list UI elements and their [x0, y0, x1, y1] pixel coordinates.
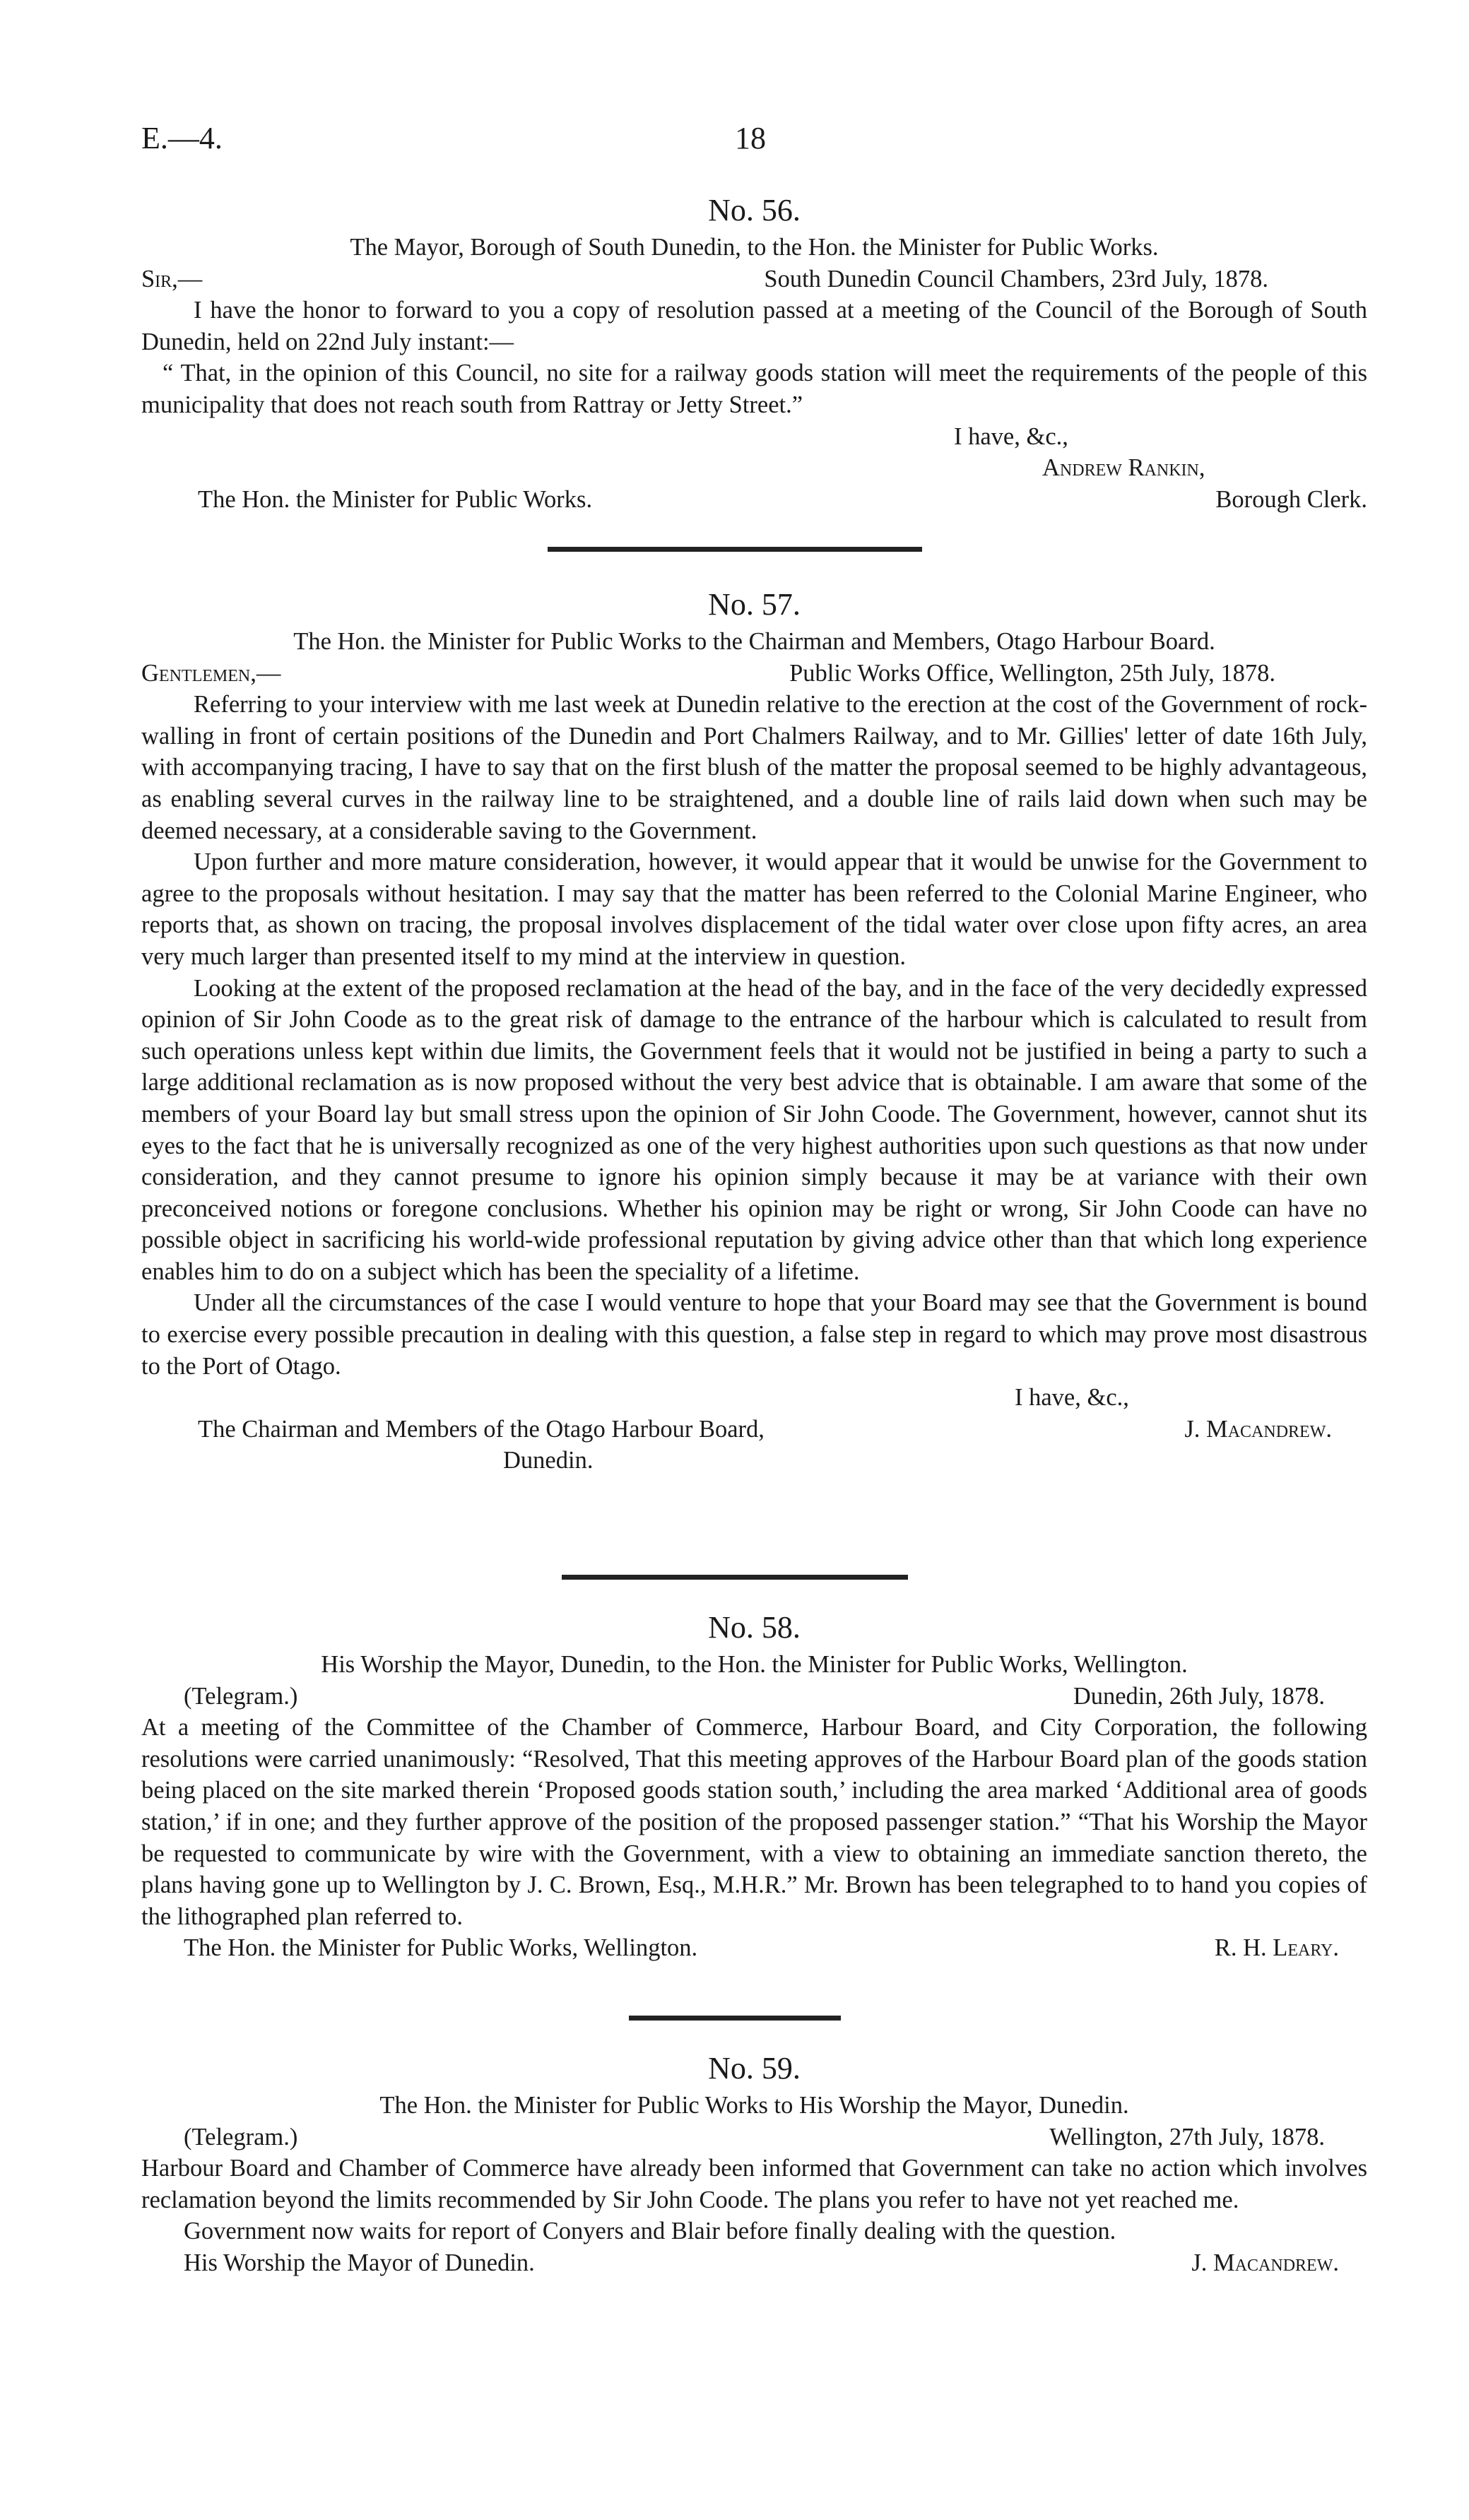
addressee-row: [141, 1414, 1367, 1445]
telegram-row: [141, 1681, 1367, 1712]
quoted-resolution: “ That, in the opinion of this Council, no site for a railway goods station will meet the requirements of the people of this municipality that does not reach south from Rattray or Jetty Street.”: [141, 360, 1367, 418]
section-divider: [0, 1575, 1469, 1580]
addressee-row: [141, 1932, 1367, 1964]
letter-heading: The Mayor, Borough of South Dunedin, to the Hon. the Minister for Public Works.: [350, 234, 1159, 261]
paragraph: I have the honor to forward to you a copy of resolution passed at a meeting of the Council of the Borough of South Dunedin, held on 22nd July instant:—: [141, 297, 1367, 355]
telegram-body: At a meeting of the Committee of the Chamber of Commerce, Harbour Board, and City Corporation, the following resolutions were carried unanimously: “Resolved, That this meeting approves of the Harbour Board plan of the goods station being placed on the site marked therein ‘Proposed goods station south,’ including the area marked ‘Additional area of goods station,’ if in one; and they further approve of the position of the proposed passenger station.” “That his Worship the Mayor be requested to communicate by wire with the Government, with a view to obtaining an immediate sanction thereto, the plans having gone up to Wellington by J. C. Brown, Esq., M.H.R.” Mr. Brown has been telegraphed to to hand you copies of the lithographed plan referred to.: [141, 1714, 1367, 1930]
page-number: 18: [735, 121, 766, 155]
dateline: Wellington, 27th July, 1878.: [1049, 2123, 1325, 2151]
signature: J. Macandrew.: [1184, 1415, 1332, 1443]
paragraph: Looking at the extent of the proposed reclamation at the head of the bay, and in the face of the very decidedly expressed opinion of Sir John Coode as to the great risk of damage to the entrance of the harbour which is calculated to result from such operations unless kept within due limits, the Government feels that it would not be justified in being a party to such a large additional reclamation as is now proposed without the very best advice that is obtainable. I am aware that some of the members of your Board lay but small stress upon the opinion of Sir John Coode. The Government, however, cannot shut its eyes to the fact that he is universally recognized as one of the very highest authorities upon such questions as that now under consideration, and they cannot presume to ignore his opinion simply because it may be at variance with their own preconceived notions or foregone conclusions. Whether his opinion may be right or wrong, Sir John Coode can have no possible object in sacrificing his world-wide professional reputation by giving advice other than that which long experience enables him to do on a subject which has been the speciality of a lifetime.: [141, 974, 1367, 1285]
letter-heading: The Hon. the Minister for Public Works to the Chairman and Members, Otago Harbour Board.: [293, 628, 1215, 655]
letter-heading: The Hon. the Minister for Public Works to His Worship the Mayor, Dunedin.: [379, 2092, 1129, 2119]
salutation-row: [141, 658, 1367, 690]
telegram-body: Harbour Board and Chamber of Commerce have already been informed that Government can take no action which involves reclamation beyond the limits recommended by Sir John Coode. The plans you refer to have not yet reached me.: [141, 2155, 1367, 2213]
letter-number: No. 59.: [708, 2051, 801, 2086]
addressee-row: [141, 2247, 1367, 2279]
dateline: Dunedin, 26th July, 1878.: [1073, 1682, 1325, 1710]
paragraph: Upon further and more mature consideration, however, it would appear that it would be unwise for the Government to agree to the proposals without hesitation. I may say that the matter has been referred to the Colonial Marine Engineer, who reports that, as shown on tracing, the proposal involves displacement of the tidal water over close upon fifty acres, an area very much larger than presented itself to my mind at the interview in question.: [141, 848, 1367, 970]
section-divider: [0, 2016, 1469, 2021]
paragraph: Referring to your interview with me last week at Dunedin relative to the erection at the cost of the Government of rock-walling in front of certain positions of the Dunedin and Port Chalmers Railway, and to Mr. Gillies' letter of date 16th July, with accompanying tracing, I have to say that on the first blush of the matter the proposal seemed to be highly advantageous, as enabling several curves in the railway line to be straightened, and a double line of rails laid down when such may be deemed necessary, at a considerable saving to the Government.: [141, 691, 1367, 844]
addressee-place: Dunedin.: [503, 1447, 594, 1474]
closing: I have, &c.,: [954, 422, 1068, 450]
addressee: The Chairman and Members of the Otago Harbour Board,: [198, 1415, 765, 1443]
telegram-label: (Telegram.): [184, 1682, 298, 1710]
letter-58: [141, 1607, 1367, 1964]
letter-57: [141, 584, 1367, 1477]
addressee: The Hon. the Minister for Public Works, Wellington.: [184, 1934, 698, 1962]
signature: R. H. Leary.: [1214, 1934, 1339, 1962]
paragraph: Under all the circumstances of the case I would venture to hope that your Board may see that the Government is bound to exercise every possible precaution in dealing with this question, a false step in regard to which may prove most disastrous to the Port of Otago.: [141, 1289, 1367, 1380]
page-code: E.—4.: [141, 121, 223, 155]
signature: J. Macandrew.: [1191, 2249, 1339, 2276]
telegram-label: (Telegram.): [184, 2123, 298, 2151]
addressee: His Worship the Mayor of Dunedin.: [184, 2249, 535, 2276]
signature: Andrew Rankin,: [1042, 454, 1205, 482]
letter-56: [141, 189, 1367, 515]
dateline: Public Works Office, Wellington, 25th July, 1878.: [789, 659, 1275, 687]
letter-heading: His Worship the Mayor, Dunedin, to the Hon. the Minister for Public Works, Wellington.: [321, 1651, 1188, 1678]
section-divider: [0, 547, 1469, 552]
salutation: Gentlemen,—: [141, 659, 281, 687]
addressee-row: [141, 484, 1367, 516]
signature-title: Borough Clerk.: [1215, 485, 1367, 513]
letter-number: No. 58.: [708, 1610, 801, 1645]
salutation-row: [141, 264, 1367, 295]
closing: I have, &c.,: [1015, 1384, 1129, 1412]
letter-59: [141, 2047, 1367, 2279]
dateline: South Dunedin Council Chambers, 23rd July, 1878.: [764, 265, 1268, 292]
letter-number: No. 56.: [708, 193, 801, 227]
letter-number: No. 57.: [708, 587, 801, 622]
salutation: Sir,—: [141, 265, 203, 292]
telegram-row: [141, 2122, 1367, 2153]
addressee: The Hon. the Minister for Public Works.: [198, 485, 593, 513]
paragraph: Government now waits for report of Conyers and Blair before finally dealing with the question.: [184, 2218, 1116, 2245]
